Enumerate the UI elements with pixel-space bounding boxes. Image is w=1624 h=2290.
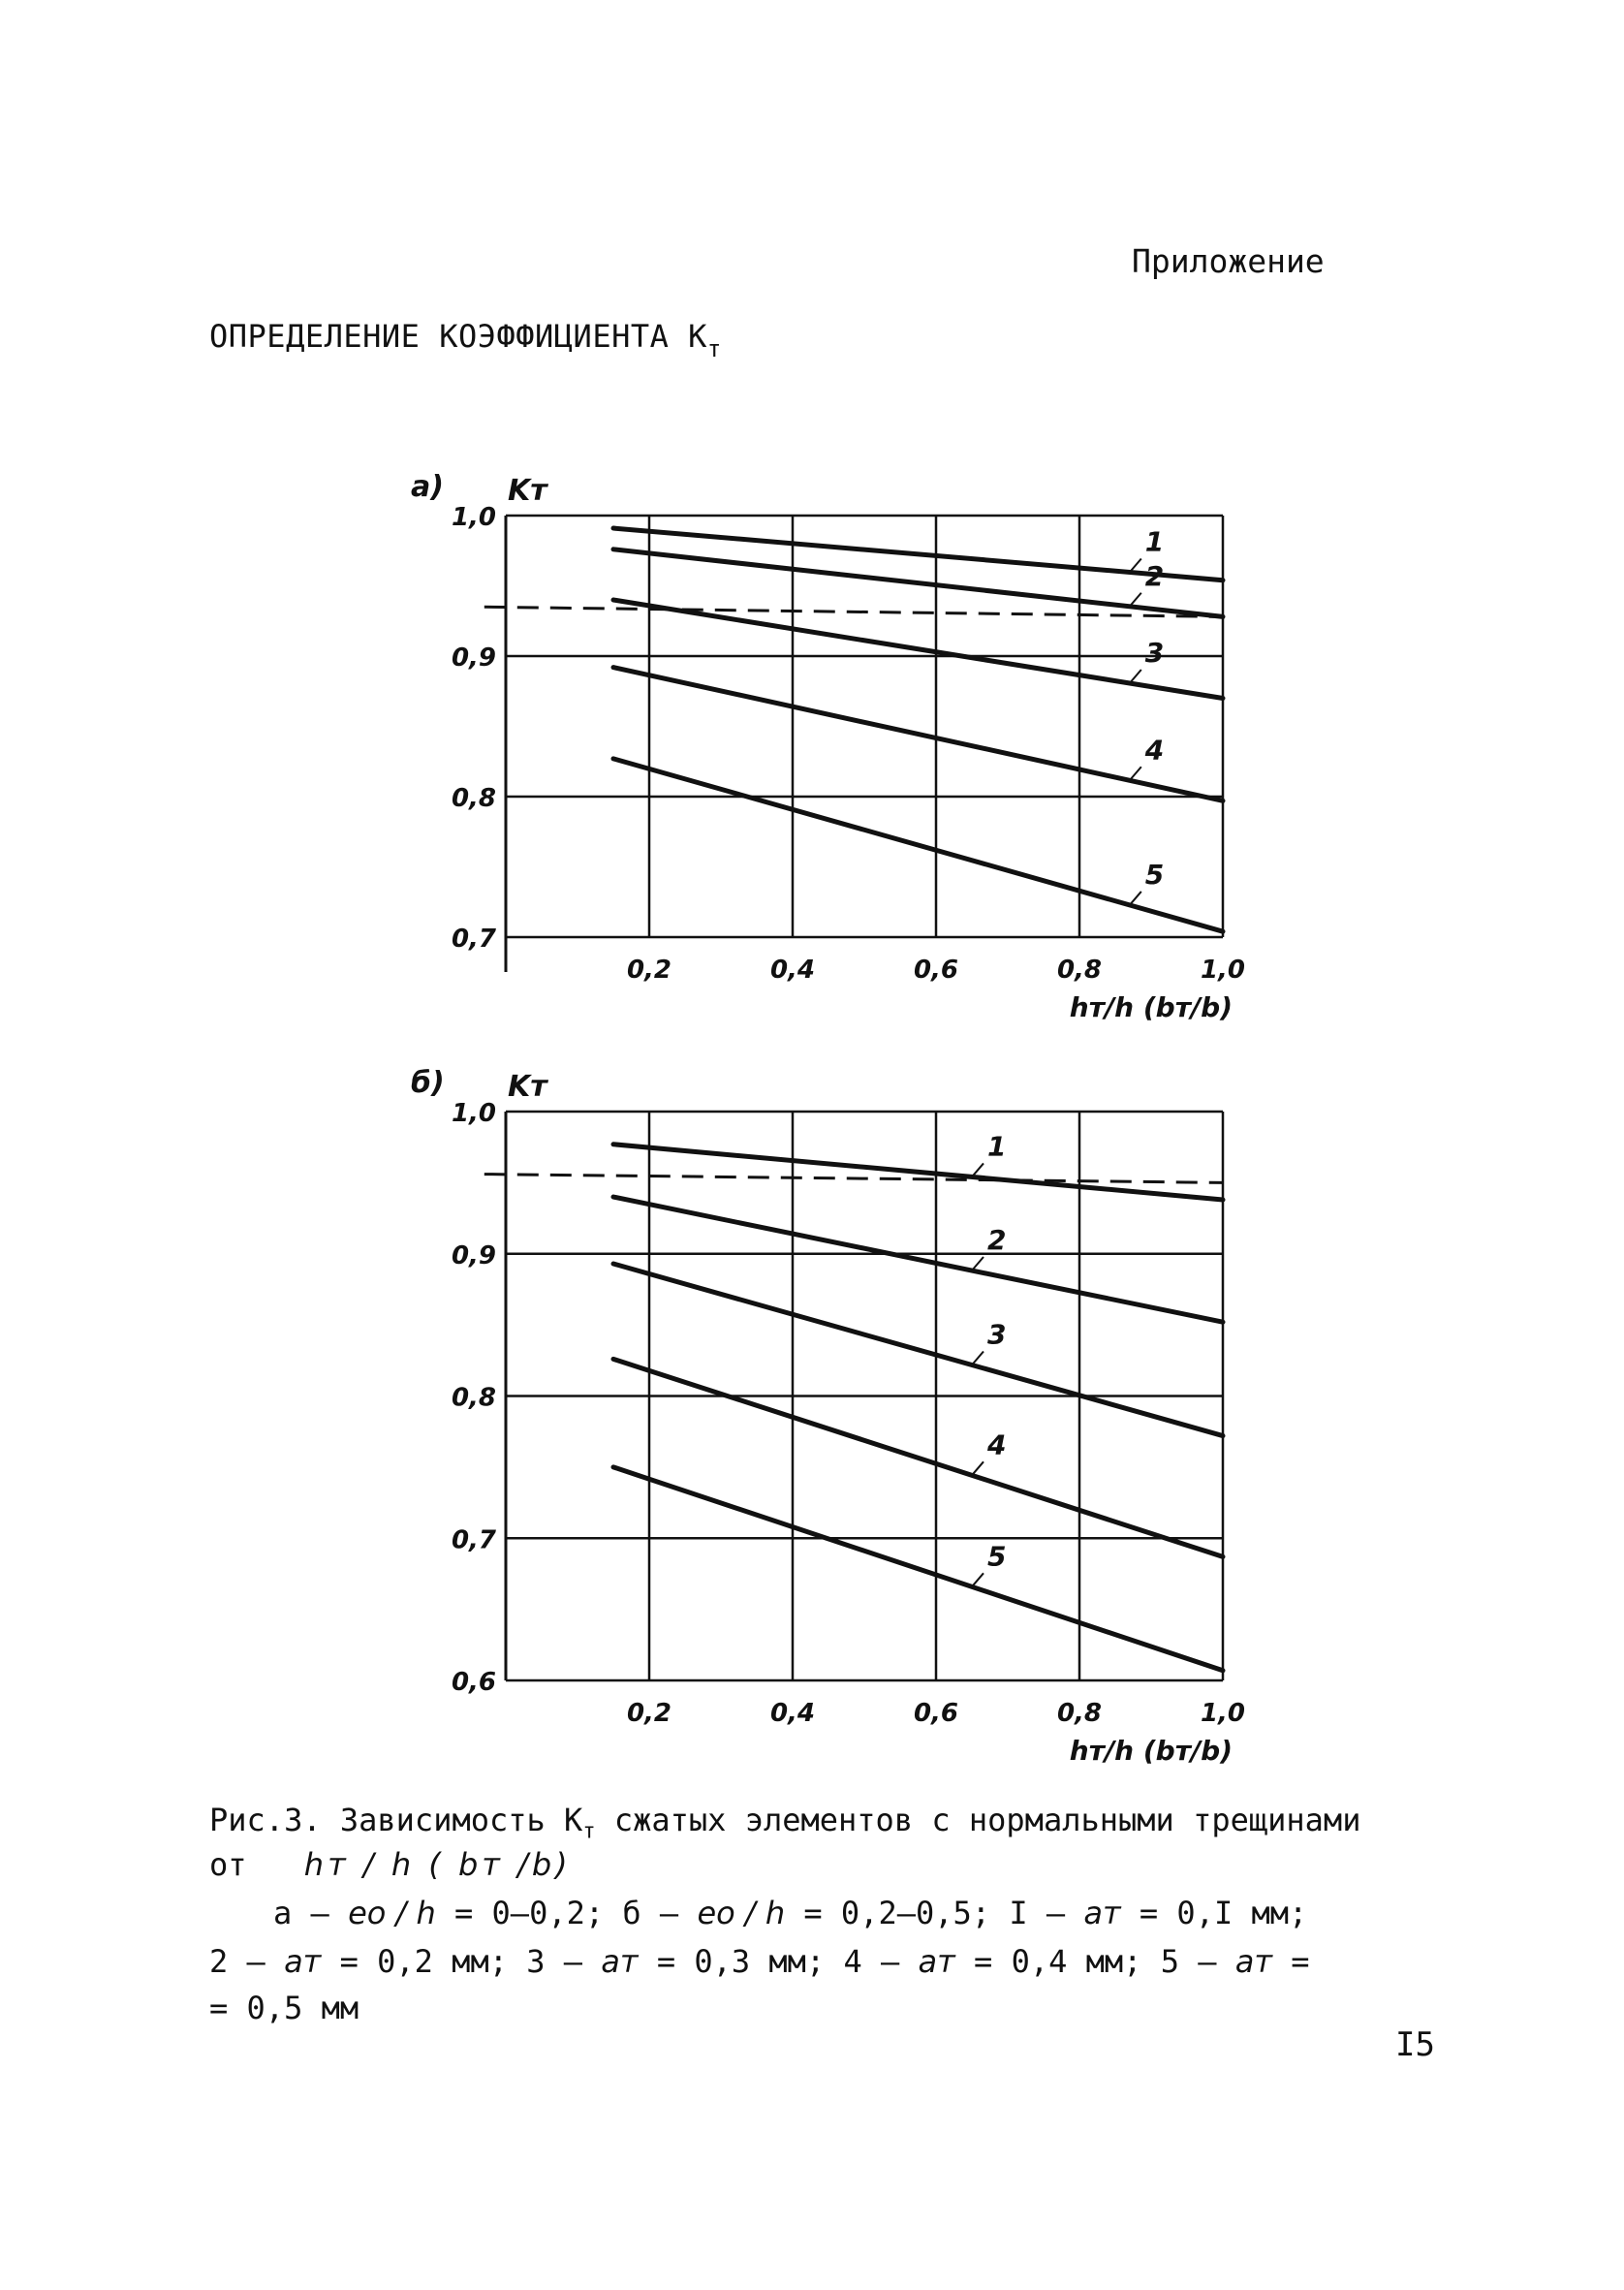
series-leader xyxy=(972,1461,984,1475)
caption-l4-at2: aт xyxy=(601,1943,639,1980)
reference-line xyxy=(484,1175,1223,1183)
series-line xyxy=(613,1145,1223,1200)
caption-l4a: 2 – xyxy=(209,1943,285,1980)
series-label: 1 xyxy=(987,1130,1007,1163)
caption-l4-at4: aт xyxy=(1234,1943,1273,1980)
series-label: 5 xyxy=(1144,858,1165,891)
caption-formula: hт / h ( bт /b) xyxy=(303,1846,572,1883)
caption-prefix: Рис.3. Зависимость К xyxy=(209,1802,583,1838)
y-axis-label: Kт xyxy=(508,1070,547,1104)
x-tick-label: 0,2 xyxy=(626,1699,672,1728)
series-leader xyxy=(972,1257,984,1270)
caption-mid: = 0–0,2; б – xyxy=(435,1895,698,1931)
y-tick-label: 1,0 xyxy=(451,1099,496,1128)
series-leader xyxy=(972,1351,984,1365)
y-tick-label: 0,8 xyxy=(451,784,496,813)
series-label: 3 xyxy=(987,1318,1007,1351)
series-line xyxy=(613,1264,1223,1436)
series-line xyxy=(613,1197,1223,1322)
caption-line-4 xyxy=(209,1940,1310,1983)
x-tick-label: 0,6 xyxy=(913,956,959,985)
caption-from: от xyxy=(209,1846,247,1883)
y-tick-label: 0,6 xyxy=(451,1668,496,1697)
series-leader xyxy=(972,1163,984,1176)
caption-l4e: = xyxy=(1272,1943,1310,1980)
x-tick-label: 0,8 xyxy=(1056,1699,1103,1728)
y-axis-label: Kт xyxy=(508,474,547,508)
x-tick-label: 1,0 xyxy=(1200,1699,1246,1728)
x-axis-label: hт/h (bт/b) xyxy=(1069,991,1233,1023)
y-tick-label: 0,7 xyxy=(451,925,496,954)
series-leader xyxy=(972,1573,984,1586)
x-axis-label: hт/h (bт/b) xyxy=(1069,1735,1233,1767)
caption-formula-b: eо / h xyxy=(697,1895,786,1931)
x-tick-label: 0,4 xyxy=(769,1699,816,1728)
y-tick-label: 1,0 xyxy=(451,503,496,532)
caption-suffix: сжатых элементов с нормальными трещинами xyxy=(595,1802,1361,1838)
series-line xyxy=(613,1467,1223,1671)
y-tick-label: 0,9 xyxy=(451,643,496,673)
series-label: 4 xyxy=(987,1428,1007,1461)
panel-label: а) xyxy=(411,470,444,504)
x-tick-label: 0,4 xyxy=(769,956,816,985)
series-label: 2 xyxy=(987,1224,1007,1257)
x-tick-label: 0,2 xyxy=(626,956,672,985)
appendix-label: Приложение xyxy=(1132,242,1325,280)
series-label: 4 xyxy=(1144,734,1165,767)
caption-line-5: = 0,5 мм xyxy=(209,1990,359,2026)
panel-label: б) xyxy=(411,1066,445,1100)
series-label: 2 xyxy=(1144,559,1165,592)
caption-formula-a: eо / h xyxy=(348,1895,436,1931)
caption-line-3 xyxy=(273,1892,1307,1934)
x-tick-label: 0,6 xyxy=(913,1699,959,1728)
caption-line-2 xyxy=(209,1843,572,1886)
caption-l4-at1: aт xyxy=(284,1943,322,1980)
y-tick-label: 0,7 xyxy=(451,1525,496,1555)
title-subscript: т xyxy=(706,335,722,362)
title-text: ОПРЕДЕЛЕНИЕ КОЭФФИЦИЕНТА К xyxy=(209,318,707,355)
series-label: 5 xyxy=(987,1540,1007,1573)
y-tick-label: 0,9 xyxy=(451,1240,496,1270)
caption-l4b: = 0,2 мм; 3 – xyxy=(321,1943,602,1980)
page-number: I5 xyxy=(1395,2025,1435,2064)
caption-l4c: = 0,3 мм; 4 – xyxy=(638,1943,919,1980)
caption-end: = 0,I мм; xyxy=(1120,1895,1308,1931)
caption-l4d: = 0,4 мм; 5 – xyxy=(954,1943,1235,1980)
series-label: 1 xyxy=(1144,525,1165,558)
caption-at-1: aт xyxy=(1083,1895,1121,1931)
x-tick-label: 1,0 xyxy=(1200,956,1246,985)
caption-mid2: = 0,2–0,5; I – xyxy=(785,1895,1084,1931)
series-label: 3 xyxy=(1144,636,1165,669)
x-tick-label: 0,8 xyxy=(1056,956,1103,985)
caption-l4-at3: aт xyxy=(918,1943,955,1980)
y-tick-label: 0,8 xyxy=(451,1383,496,1413)
caption-subscript: т xyxy=(582,1819,596,1844)
caption-a: а – xyxy=(273,1895,349,1931)
series-line xyxy=(613,1359,1223,1556)
